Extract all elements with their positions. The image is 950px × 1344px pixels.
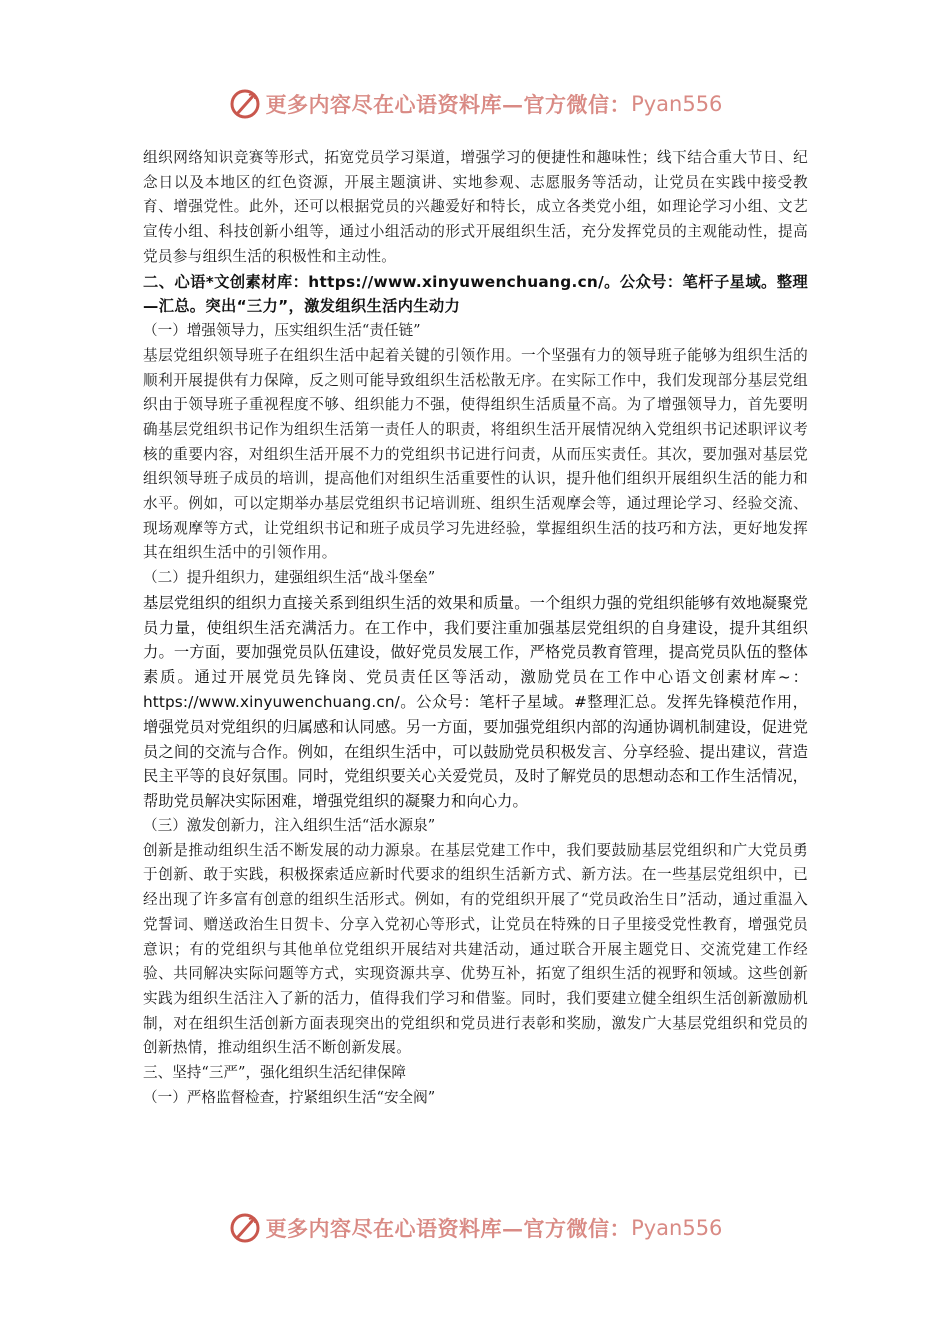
subheading-1: （一）增强领导力，压实组织生活“责任链” (143, 322, 421, 340)
section-heading-2: 二、心语*文创素材库：https://www.xinyuwenchuang.cn/。公众号：笔杆子星域。整理—汇总。突出“三力”，激发组织生活内生动力 (143, 272, 808, 316)
paragraph-1: 组织网络知识竞赛等形式，拓宽党员学习渠道，增强学习的便捷性和趣味性；线下结合重大节日、纪念日以及本地区的红色资源，开展主题演讲、实地参观、志愿服务等活动，让党员在实践中接受教育、增强党性。此外，还可以根据党员的兴趣爱好和特长，成立各类党小组，如理论学习小组、文艺宣传小组、科技创新小组等，通过小组活动的形式开展组织生活，充分发挥党员的主观能动性，提高党员参与组织生活的积极性和主动性。 (143, 149, 808, 265)
subheading-3: （三）激发创新力，注入组织生活“活水源泉” (143, 817, 436, 835)
footer-banner-text: 更多内容尽在心语资料库—官方微信： (265, 1216, 632, 1241)
brush-logo-icon (228, 87, 262, 121)
document-body (143, 146, 808, 1110)
subheading-2: （二）提升组织力，建强组织生活“战斗堡垒” (143, 569, 436, 587)
header-wechat-id: Pyan556 (631, 92, 723, 116)
brush-logo-icon (228, 1211, 262, 1245)
paragraph-2: 基层党组织领导班子在组织生活中起着关键的引领作用。一个坚强有力的领导班子能够为组织生活的顺利开展提供有力保障，反之则可能导致组织生活松散无序。在实际工作中，我们发现部分基层党组织由于领导班子重视程度不够、组织能力不强，使得组织生活质量不高。为了增强领导力，首先要明确基层党组织书记作为组织生活第一责任人的职责，将组织生活开展情况纳入党组织书记述职评议考核的重要内容，对组织生活开展不力的党组织书记进行问责，从而压实责任。其次，要加强对基层党组织领导班子成员的培训，提高他们对组织生活重要性的认识，提升他们组织开展组织生活的能力和水平。例如，可以定期举办基层党组织书记培训班、组织生活观摩会等，通过理论学习、经验交流、现场观摩等方式，让党组织书记和班子成员学习先进经验，掌握组织生活的技巧和方法，更好地发挥其在组织生活中的引领作用。 (143, 346, 808, 562)
footer-wechat-id: Pyan556 (631, 1216, 723, 1240)
paragraph-3: 基层党组织的组织力直接关系到组织生活的效果和质量。一个组织力强的党组织能够有效地凝聚党员力量，使组织生活充满活力。在工作中，我们要注重加强基层党组织的自身建设，提升其组织力。一方面，要加强党员队伍建设，做好党员发展工作，严格党员教育管理，提高党员队伍的整体素质。通过开展党员先锋岗、党员责任区等活动，激励党员在工作中心语文创素材库~：https://www.xinyuwenchuang.cn/。公众号：笔杆子星域。#整理汇总。发挥先锋模范作用，增强党员对党组织的归属感和认同感。另一方面，要加强党组织内部的沟通协调机制建设，促进党员之间的交流与合作。例如，在组织生活中，可以鼓励党员积极发言、分享经验、提出建议，营造民主平等的良好氛围。同时，党组织要关心关爱党员，及时了解党员的思想动态和工作生活情况，帮助党员解决实际困难，增强党组织的凝聚力和向心力。 (143, 593, 808, 811)
paragraph-4: 创新是推动组织生活不断发展的动力源泉。在基层党建工作中，我们要鼓励基层党组织和广大党员勇于创新、敢于实践，积极探索适应新时代要求的组织生活新方式、新方法。在一些基层党组织中，已经出现了许多富有创意的组织生活形式。例如，有的党组织开展了“党员政治生日”活动，通过重温入党誓词、赠送政治生日贺卡、分享入党初心等形式，让党员在特殊的日子里接受党性教育，增强党员意识；有的党组织与其他单位党组织开展结对共建活动，通过联合开展主题党日、交流党建工作经验、共同解决实际问题等方式，实现资源共享、优势互补，拓宽了组织生活的视野和领域。这些创新实践为组织生活注入了新的活力，值得我们学习和借鉴。同时，我们要建立健全组织生活创新激励机制，对在组织生活创新方面表现突出的党组织和党员进行表彰和奖励，激发广大基层党组织和党员的创新热情，推动组织生活不断创新发展。 (143, 841, 808, 1057)
subheading-4: （一）严格监督检查，拧紧组织生活“安全阀” (143, 1088, 436, 1106)
footer-banner (0, 1208, 950, 1248)
header-banner (0, 84, 950, 124)
section-heading-3: 三、坚持“三严”，强化组织生活纪律保障 (143, 1064, 407, 1082)
header-banner-text: 更多内容尽在心语资料库—官方微信： (265, 92, 632, 117)
